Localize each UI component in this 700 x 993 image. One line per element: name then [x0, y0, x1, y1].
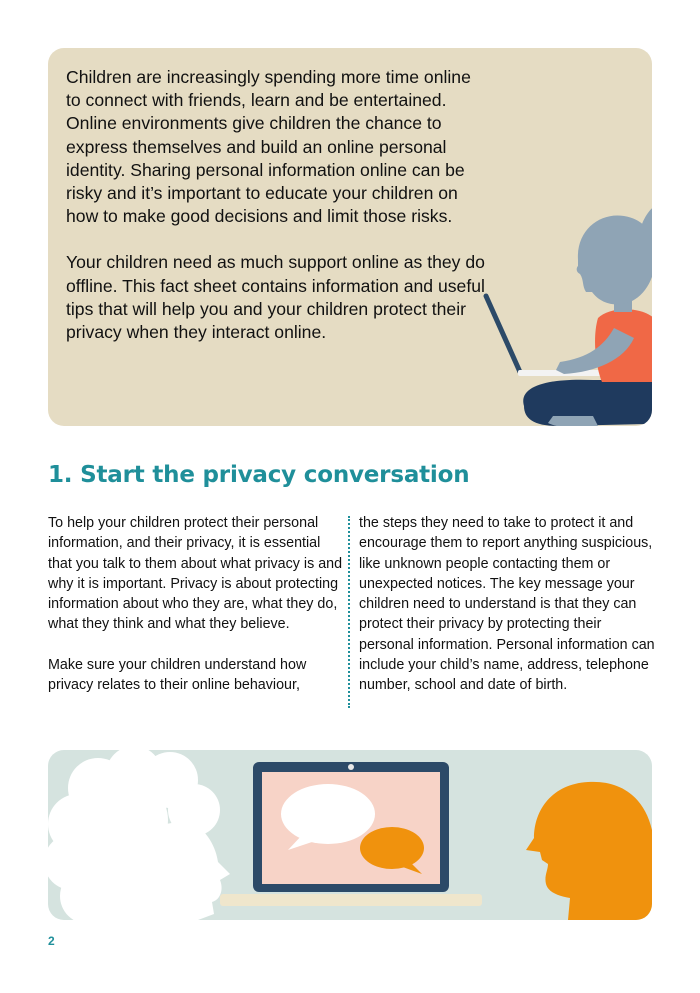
intro-box — [48, 48, 652, 426]
child-with-laptop-illustration — [428, 168, 652, 426]
section-title: 1. Start the privacy conversation — [48, 462, 470, 488]
laptop-keyboard-base — [220, 894, 482, 906]
conversation-illustration — [48, 750, 652, 920]
left-column — [48, 513, 344, 716]
child-foot — [548, 416, 598, 426]
conversation-banner — [48, 750, 652, 920]
right-paragraph: the steps they need to take to protect it and encourage them to report anything suspicious, like unknown people contacting them or unexpected notices. The key message your children need to understand is that they can protect their privacy by protecting their personal information. Personal information can include your child’s name, address, telephone number, school and date of birth. — [359, 515, 655, 694]
laptop-camera — [348, 764, 354, 770]
laptop-screen-edge — [486, 296, 520, 372]
intro-text — [66, 66, 486, 367]
page-number: 2 — [48, 934, 55, 948]
white-head-silhouette — [48, 750, 230, 920]
column-divider — [348, 516, 350, 708]
orange-head-silhouette — [526, 782, 652, 920]
right-column — [359, 513, 659, 716]
child-head — [577, 215, 652, 304]
left-paragraph-2: Make sure your children understand how privacy relates to their online behaviour, — [48, 657, 307, 694]
intro-paragraph-1: Children are increasingly spending more time online to connect with friends, learn and be entertained. Online environments give children the chance to express themselves and build an online personal identity. Sharing personal information online can be risky and it’s important to educate your children on how to make good decisions and limit those risks. — [66, 67, 471, 227]
left-paragraph-1: To help your children protect their personal information, and their privacy, it is essential that you talk to them about what privacy is and why it is important. Privacy is about protecting information about who they are, what they do, what they think and what they believe. — [48, 515, 343, 633]
intro-paragraph-2: Your children need as much support online as they do offline. This fact sheet contains information and useful tips that will help you and your children protect their privacy when they interact online. — [66, 252, 485, 343]
